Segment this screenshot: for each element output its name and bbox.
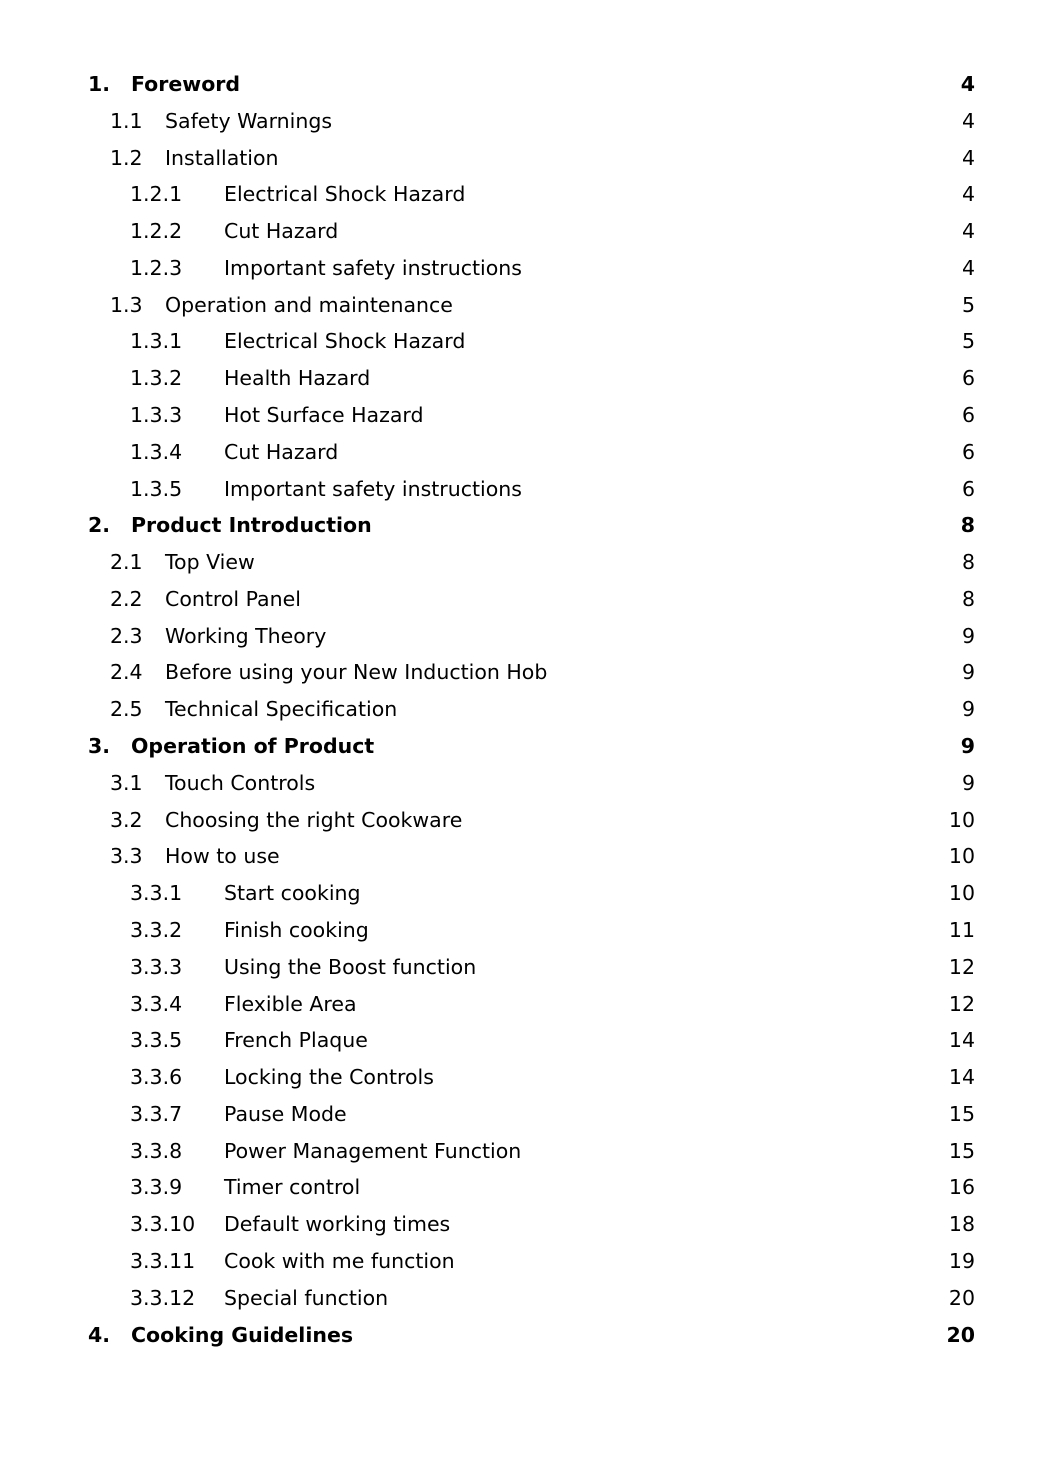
toc-entry-page: 4: [961, 108, 975, 133]
toc-entry-title: Choosing the right Cookware: [165, 807, 463, 832]
toc-entry-title: Important safety instructions: [224, 476, 522, 501]
toc-entry-number: 3.3.3: [130, 954, 183, 979]
toc-entry-number: 1.3.2: [130, 366, 183, 391]
toc-entry[interactable]: [0, 694, 1063, 724]
toc-entry-title: Technical Specification: [165, 697, 398, 722]
toc-entry-title: Touch Controls: [165, 770, 316, 795]
toc-entry-page: 20: [948, 1285, 975, 1310]
toc-entry-number: 2.4: [110, 660, 143, 685]
toc-entry-page: 18: [948, 1212, 975, 1237]
toc-entry-title: Start cooking: [224, 881, 361, 906]
toc-entry[interactable]: [0, 878, 1063, 908]
toc-entry[interactable]: [0, 768, 1063, 798]
toc-entry[interactable]: [0, 143, 1063, 173]
toc-entry-title: Finish cooking: [224, 917, 369, 942]
toc-entry-page: 16: [948, 1175, 975, 1200]
toc-entry-title: Control Panel: [165, 586, 301, 611]
toc-entry-number: 2.1: [110, 550, 143, 575]
toc-entry-page: 9: [961, 660, 975, 685]
toc-entry-title: Foreword: [131, 72, 241, 96]
toc-entry-number: 1.1: [110, 108, 143, 133]
toc-entry-title: Power Management Function: [224, 1138, 522, 1163]
toc-entry[interactable]: [0, 621, 1063, 651]
toc-entry-number: 2.: [88, 513, 111, 538]
toc-entry[interactable]: [0, 437, 1063, 467]
toc-entry[interactable]: [0, 253, 1063, 283]
toc-entry[interactable]: [0, 474, 1063, 504]
toc-entry-number: 2.3: [110, 623, 143, 648]
toc-entry-number: 1.2.3: [130, 255, 183, 280]
toc-entry-number: 3.2: [110, 807, 143, 832]
toc-entry-number: 3.1: [110, 770, 143, 795]
toc-entry-number: 1.3.1: [130, 329, 183, 354]
toc-entry-number: 4.: [88, 1322, 111, 1347]
toc-entry-page: 15: [948, 1138, 975, 1163]
toc-entry-number: 1.: [88, 72, 111, 96]
toc-entry-number: 3.3.7: [130, 1101, 183, 1126]
toc-entry-page: 11: [948, 917, 975, 942]
toc-entry-number: 1.2: [110, 145, 143, 170]
toc-entry[interactable]: [0, 1283, 1063, 1313]
toc-entry[interactable]: [0, 1062, 1063, 1092]
toc-entry-title: Default working times: [224, 1212, 451, 1237]
toc-entry[interactable]: [0, 915, 1063, 945]
toc-entry-page: 8: [961, 586, 975, 611]
toc-entry-page: 9: [961, 623, 975, 648]
toc-entry-title: Product Introduction: [131, 513, 372, 538]
toc-entry-number: 2.2: [110, 586, 143, 611]
toc-entry-title: Pause Mode: [224, 1101, 347, 1126]
toc-entry[interactable]: [0, 510, 1063, 540]
toc-entry[interactable]: [0, 216, 1063, 246]
toc-entry-title: Health Hazard: [224, 366, 371, 391]
toc-entry-number: 3.3.11: [130, 1248, 196, 1273]
toc-entry-title: Cut Hazard: [224, 219, 339, 244]
toc-entry-page: 6: [961, 476, 975, 501]
toc-entry-page: 4: [961, 219, 975, 244]
toc-entry-number: 1.3.4: [130, 439, 183, 464]
toc-entry[interactable]: [0, 841, 1063, 871]
toc-entry-page: 4: [961, 145, 975, 170]
toc-entry-page: 15: [948, 1101, 975, 1126]
toc-entry-page: 19: [948, 1248, 975, 1273]
toc-entry[interactable]: [0, 1320, 1063, 1350]
toc-entry-page: 9: [960, 734, 975, 759]
toc-entry-title: Flexible Area: [224, 991, 357, 1016]
toc-entry-page: 9: [961, 697, 975, 722]
toc-entry-page: 20: [946, 1322, 975, 1347]
toc-entry-page: 6: [961, 366, 975, 391]
toc-entry-title: Locking the Controls: [224, 1065, 434, 1090]
toc-entry-number: 1.3.5: [130, 476, 183, 501]
toc-entry-page: 4: [960, 72, 975, 96]
toc-entry[interactable]: [0, 1246, 1063, 1276]
toc-entry[interactable]: [0, 326, 1063, 356]
toc-entry-title: Cook with me function: [224, 1248, 455, 1273]
toc-entry[interactable]: [0, 400, 1063, 430]
toc-entry[interactable]: [0, 805, 1063, 835]
toc-entry[interactable]: [0, 989, 1063, 1019]
toc-entry-title: Electrical Shock Hazard: [224, 182, 466, 207]
toc-entry[interactable]: [0, 106, 1063, 136]
toc-entry-number: 3.3.12: [130, 1285, 196, 1310]
toc-entry[interactable]: [0, 290, 1063, 320]
toc-entry[interactable]: [0, 657, 1063, 687]
toc-entry-page: 12: [948, 991, 975, 1016]
toc-entry-page: 14: [948, 1065, 975, 1090]
toc-entry-page: 8: [961, 550, 975, 575]
toc-entry-title: Working Theory: [165, 623, 327, 648]
toc-entry-title: Top View: [165, 550, 255, 575]
toc-entry-title: French Plaque: [224, 1028, 368, 1053]
toc-entry-number: 1.2.2: [130, 219, 183, 244]
toc-entry-title: Special function: [224, 1285, 389, 1310]
toc-entry-number: 3.3.6: [130, 1065, 183, 1090]
toc-entry-page: 8: [960, 513, 975, 538]
toc-entry-page: 5: [961, 292, 975, 317]
toc-entry-title: Using the Boost function: [224, 954, 477, 979]
toc-entry-number: 3.3.5: [130, 1028, 183, 1053]
toc-entry-title: Cut Hazard: [224, 439, 339, 464]
toc-entry-number: 3.3.8: [130, 1138, 183, 1163]
toc-entry-page: 5: [961, 329, 975, 354]
toc-entry-number: 1.3.3: [130, 403, 183, 428]
toc-entry-number: 3.3.10: [130, 1212, 196, 1237]
toc-entry[interactable]: [0, 547, 1063, 577]
toc-entry-number: 3.3.9: [130, 1175, 183, 1200]
toc-entry[interactable]: [0, 731, 1063, 761]
toc-entry-page: 14: [948, 1028, 975, 1053]
toc-entry-page: 9: [961, 770, 975, 795]
toc-entry-title: Operation of Product: [131, 734, 375, 759]
toc-entry-page: 6: [961, 439, 975, 464]
toc-entry-title: Installation: [165, 145, 279, 170]
toc-entry-number: 3.3.1: [130, 881, 183, 906]
toc-entry[interactable]: [0, 363, 1063, 393]
toc-entry-title: Hot Surface Hazard: [224, 403, 424, 428]
toc-entry-title: How to use: [165, 844, 280, 869]
toc-entry[interactable]: [0, 1209, 1063, 1239]
toc-entry[interactable]: [0, 179, 1063, 209]
toc-entry-number: 3.3.2: [130, 917, 183, 942]
toc-entry[interactable]: [0, 1099, 1063, 1129]
toc-entry-page: 10: [948, 844, 975, 869]
toc-entry-number: 3.3: [110, 844, 143, 869]
toc-entry-title: Operation and maintenance: [165, 292, 453, 317]
toc-entry-number: 2.5: [110, 697, 143, 722]
toc-entry[interactable]: [0, 1172, 1063, 1202]
toc-entry[interactable]: [0, 952, 1063, 982]
toc-entry-page: 6: [961, 403, 975, 428]
toc-entry-number: 1.3: [110, 292, 143, 317]
toc-entry-page: 10: [948, 881, 975, 906]
toc-entry[interactable]: [0, 69, 1063, 99]
toc-entry-title: Before using your New Induction Hob: [165, 660, 548, 685]
toc-entry-number: 1.2.1: [130, 182, 183, 207]
toc-entry[interactable]: [0, 1136, 1063, 1166]
toc-entry-title: Electrical Shock Hazard: [224, 329, 466, 354]
toc-entry-title: Important safety instructions: [224, 255, 522, 280]
toc-entry-title: Timer control: [224, 1175, 361, 1200]
toc-entry-title: Cooking Guidelines: [131, 1322, 354, 1347]
toc-entry-title: Safety Warnings: [165, 108, 333, 133]
toc-entry-page: 4: [961, 255, 975, 280]
toc-entry-number: 3.: [88, 734, 111, 759]
toc-entry-page: 12: [948, 954, 975, 979]
toc-entry-page: 4: [961, 182, 975, 207]
toc-entry[interactable]: [0, 1025, 1063, 1055]
toc-entry[interactable]: [0, 584, 1063, 614]
toc-entry-page: 10: [948, 807, 975, 832]
toc-entry-number: 3.3.4: [130, 991, 183, 1016]
